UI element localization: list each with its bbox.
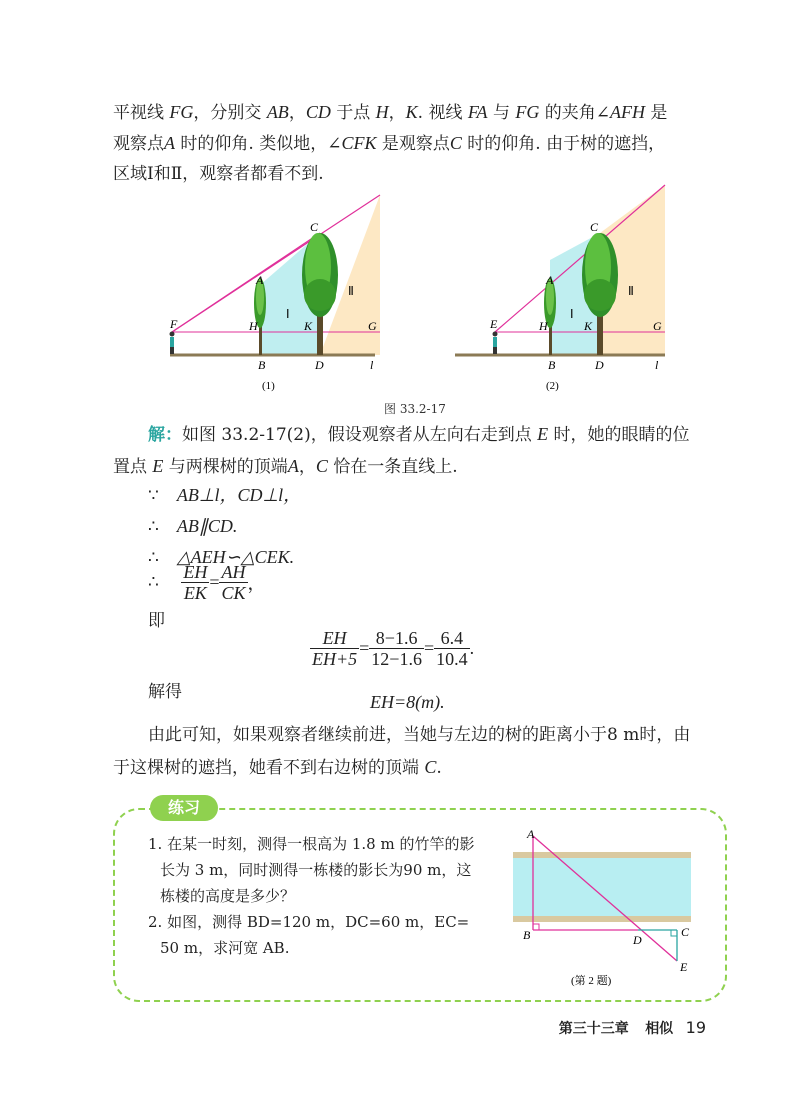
caption-1: (1) (262, 380, 275, 392)
tree-figure (160, 175, 680, 395)
page-number: 19 (685, 1018, 706, 1037)
river-bank-top (513, 852, 691, 858)
observer-person (170, 332, 175, 355)
conclusion-line-1: 由此可知，如果观察者继续前进，当她与左边的树的距离小于8 m时，由 (148, 725, 691, 745)
label-l: l (370, 358, 374, 372)
label-h: H (249, 319, 258, 333)
therefore-line-1: ∴ AB∥CD. (148, 516, 238, 537)
footer-title: 相似 (645, 1021, 674, 1037)
label-f: F (170, 317, 178, 331)
observer-person-2 (493, 332, 498, 355)
label-g-2: G (653, 319, 662, 333)
label-k-2: K (584, 319, 593, 333)
intro-line-3: 区域Ⅰ和Ⅱ，观察者都看不到. (113, 164, 324, 184)
label-region-2-2: Ⅱ (628, 284, 634, 298)
exercise-q1-line-3: 栋楼的高度是多少？ (160, 887, 296, 905)
river-bank-bottom (513, 916, 691, 922)
label-g: G (368, 319, 377, 333)
solution-line-2: 置点 E 与两棵树的顶端A，C 恰在一条直线上. (113, 456, 458, 477)
footer-chapter: 第三十三章 (558, 1021, 629, 1037)
label-c-2: C (590, 220, 599, 234)
intro-line-2: 观察点A 时的仰角. 类似地，∠CFK 是观察点C 时的仰角. 由于树的遮挡， (113, 133, 666, 154)
right-angle-c (671, 930, 677, 936)
label-d-2: D (595, 358, 604, 372)
river-figure (505, 826, 705, 996)
figure-title: 图 33.2-17 (384, 402, 446, 416)
page-footer (559, 1018, 706, 1038)
solution-line-1: 解：如图 33.2-17(2)，假设观察者从左向右走到点 E 时，她的眼睛的位 (148, 424, 690, 445)
label-k: K (304, 319, 313, 333)
label-h-2: H (539, 319, 548, 333)
right-angle-b (533, 924, 539, 930)
jiede-line: 解得 (148, 682, 182, 702)
exercise-q1-line-1: 1. 在某一时刻，测得一根高为 1.8 m 的竹竿的影 (148, 835, 475, 853)
label-river-a: A (527, 827, 535, 841)
equation-line: $\frac{EH}{EH+5}$ = $\frac{8-1.6}{12-1.6}$ = $\frac{6.4}{10.4}$ . (312, 628, 475, 669)
conclusion-line-2: 于这棵树的遮挡，她看不到右边树的顶端 C. (113, 757, 442, 778)
therefore-line-3: ∴ $\frac{EH}{EK}$ = $\frac{AH}{CK}$ ， (148, 562, 266, 603)
because-line: ∵ AB⊥l，CD⊥l， (148, 485, 302, 506)
label-b: B (258, 358, 266, 372)
label-river-e: E (680, 960, 688, 974)
label-a-2: A (546, 273, 554, 287)
exercise-q1-line-2: 长为 3 m，同时测得一栋楼的影长为90 m，这 (160, 861, 472, 879)
exercise-q2-line-1: 2. 如图，测得 BD=120 m，DC=60 m，EC= (148, 913, 470, 931)
label-a: A (256, 273, 264, 287)
label-river-d: D (633, 933, 642, 947)
exercise-tag: 练习 (150, 795, 218, 821)
intro-line-1: 平视线 FG，分别交 AB，CD 于点 H，K. 视线 FA 与 FG 的夹角∠AFH 是 (113, 102, 668, 123)
label-region-1: Ⅰ (286, 307, 290, 321)
therefore-line-2: ∴ △AEH∽△CEK. (148, 547, 295, 568)
label-e: E (490, 317, 498, 331)
figure-2 (455, 185, 665, 392)
river-water (513, 858, 691, 916)
label-c: C (310, 220, 319, 234)
label-l-2: l (655, 358, 659, 372)
label-region-1-2: Ⅰ (570, 307, 574, 321)
caption-2: (2) (546, 380, 559, 392)
label-b-2: B (548, 358, 556, 372)
river-caption: (第 2 题) (571, 975, 612, 987)
exercise-q2-line-2: 50 m，求河宽 AB. (160, 939, 290, 957)
label-river-c: C (681, 925, 690, 939)
label-region-2: Ⅱ (348, 284, 354, 298)
ji-line: 即 (148, 611, 165, 631)
result-line: EH=8(m). (370, 692, 445, 712)
label-river-b: B (523, 928, 531, 942)
figure-1 (169, 195, 380, 392)
label-d: D (315, 358, 324, 372)
